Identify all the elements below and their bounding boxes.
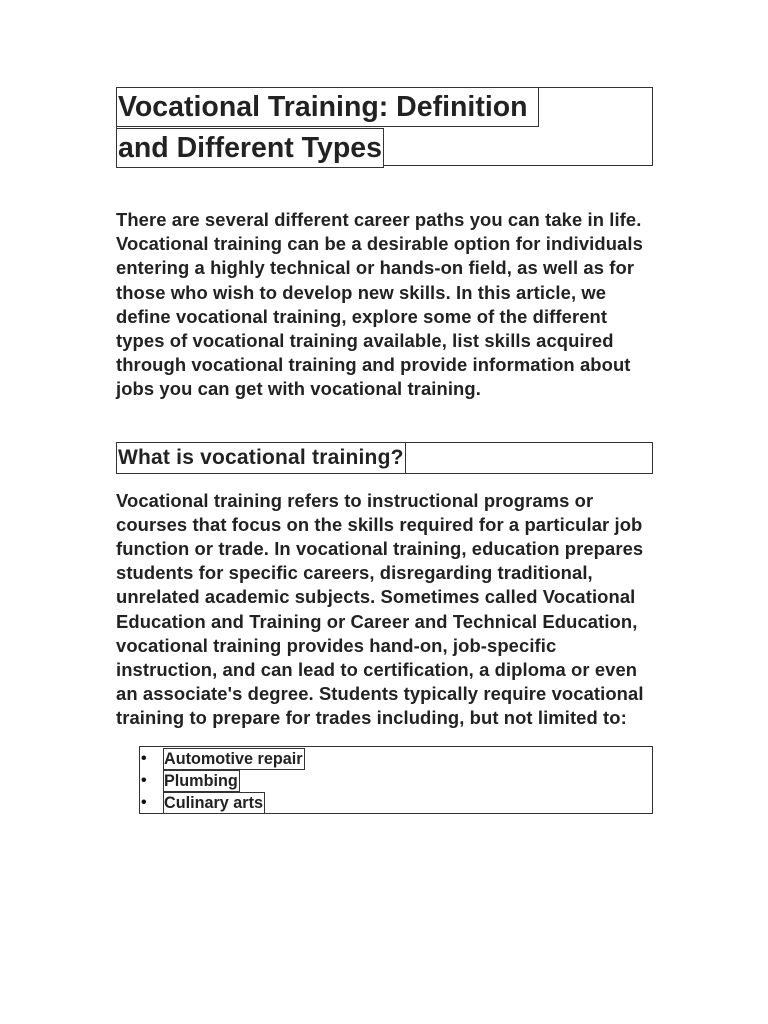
section-paragraph: Vocational training refers to instructional programs or courses that focus on the skills required for a particular job function or trade. In vocational training, education prepares students for specific careers, disregarding traditional, unrelated academic subjects. Sometimes called Vocational Education and Training or Career and Technical Education, vocational training provides hand-on, job-specific instruction, and can lead to certification, a diploma or even an associate's degree. Students typically require vocational training to prepare for trades including, but not limited to: bbox=[116, 489, 644, 729]
bullet-icon: • bbox=[141, 793, 147, 811]
section-heading: What is vocational training? bbox=[116, 442, 406, 474]
article bbox=[116, 87, 653, 814]
title-box bbox=[116, 87, 653, 166]
list-item-text: Automotive repair bbox=[164, 749, 303, 768]
bullet-icon: • bbox=[141, 749, 147, 767]
trades-list bbox=[139, 746, 653, 814]
list-item bbox=[140, 770, 240, 792]
intro-paragraph: There are several different career paths you can take in life. Vocational training can be a desirable option for individuals entering a highly technical or hands-on field, as well as for those who wish to develop new skills. In this article, we define vocational training, explore some of the different types of vocational training available, list skills acquired through vocational training and provide information about jobs you can get with vocational training. bbox=[116, 209, 643, 400]
bullet-icon: • bbox=[141, 771, 147, 789]
page-title-line-1: Vocational Training: Definition bbox=[116, 87, 539, 127]
section-heading-box bbox=[116, 442, 653, 474]
list-item-text: Plumbing bbox=[164, 771, 238, 790]
list-item bbox=[140, 792, 265, 814]
list-item-text: Culinary arts bbox=[164, 793, 263, 812]
page-title-line-2: and Different Types bbox=[116, 128, 384, 168]
list-item bbox=[140, 748, 305, 770]
